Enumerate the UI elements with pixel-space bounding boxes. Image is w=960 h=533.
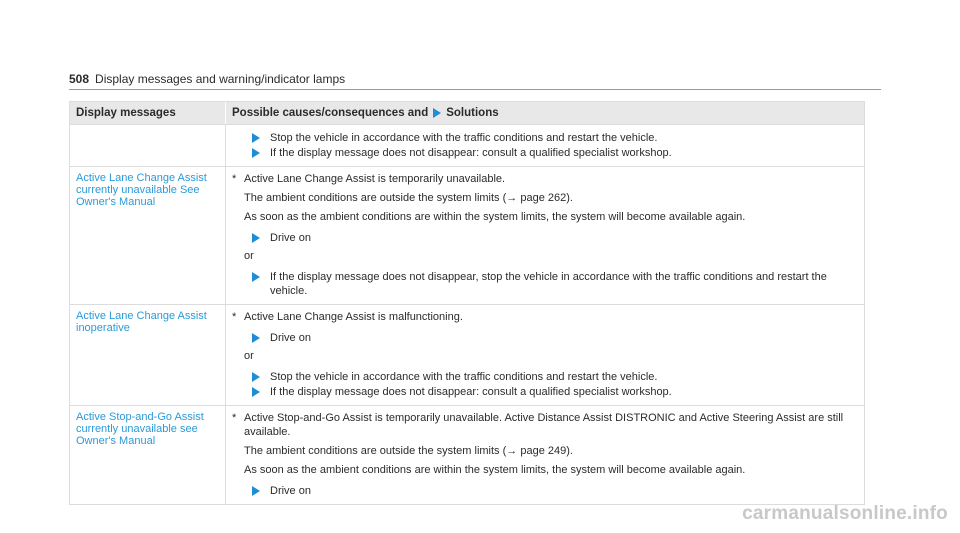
display-message-cell: Active Lane Change Assist currently unavailable See Owner's Manual — [76, 172, 207, 208]
column-header-causes-label: Possible causes/consequences and — [232, 107, 429, 119]
table-row — [69, 406, 865, 505]
action-step — [252, 131, 856, 145]
column-header-solutions-label: Solutions — [446, 107, 499, 119]
table-header — [69, 101, 865, 125]
action-arrow-icon — [252, 486, 260, 496]
action-step — [252, 484, 856, 498]
display-message-cell: Active Lane Change Assist inoperative — [76, 310, 207, 334]
action-text: Stop the vehicle in accordance with the traffic conditions and restart the vehicle. — [270, 371, 658, 383]
action-step — [252, 146, 856, 160]
action-arrow-icon — [433, 108, 441, 118]
cause-text: Active Stop-and-Go Assist is temporarily unavailable. Active Distance Assist DISTRONIC and Active Steering Assist are still available. — [244, 412, 844, 438]
page-number: 508 — [69, 72, 90, 86]
action-arrow-icon — [252, 333, 260, 343]
action-step — [252, 385, 856, 399]
action-text: Drive on — [270, 232, 311, 244]
cause-text: Active Lane Change Assist is temporarily unavailable. — [244, 173, 506, 185]
action-text: Drive on — [270, 332, 311, 344]
causes-cell — [225, 125, 864, 166]
causes-cell — [225, 406, 864, 504]
causes-cell — [225, 305, 864, 405]
column-header-display-messages: Display messages — [76, 107, 176, 119]
display-message-cell: Active Stop-and-Go Assist currently unavailable see Owner's Manual — [76, 411, 204, 447]
cause-line — [232, 411, 856, 439]
cause-bullet: * — [232, 311, 237, 323]
column-header-causes — [225, 102, 864, 124]
causes-cell — [225, 167, 864, 304]
action-arrow-icon — [252, 387, 260, 397]
paragraph: The ambient conditions are outside the system limits (→ page 262). — [244, 192, 573, 204]
action-text: If the display message does not disappear: consult a qualified specialist workshop. — [270, 147, 672, 159]
page-header — [69, 71, 881, 90]
or-label: or — [244, 250, 254, 262]
action-step — [252, 231, 856, 245]
display-message-cell — [70, 125, 225, 166]
page-title: Display messages and warning/indicator lamps — [95, 72, 346, 86]
action-arrow-icon — [252, 272, 260, 282]
action-text: If the display message does not disappear: consult a qualified specialist workshop. — [270, 386, 672, 398]
table-row — [69, 305, 865, 406]
table-row — [69, 167, 865, 305]
action-text: If the display message does not disappear, stop the vehicle in accordance with the traffic conditions and restart the vehicle. — [270, 271, 827, 297]
action-text: Stop the vehicle in accordance with the traffic conditions and restart the vehicle. — [270, 132, 658, 144]
cause-bullet: * — [232, 412, 237, 424]
paragraph: As soon as the ambient conditions are within the system limits, the system will become available again. — [244, 464, 746, 476]
action-arrow-icon — [252, 372, 260, 382]
action-arrow-icon — [252, 133, 260, 143]
action-text: Drive on — [270, 485, 311, 497]
or-label: or — [244, 350, 254, 362]
paragraph: The ambient conditions are outside the system limits (→ page 249). — [244, 445, 573, 457]
action-arrow-icon — [252, 148, 260, 158]
action-step — [252, 331, 856, 345]
paragraph: As soon as the ambient conditions are within the system limits, the system will become available again. — [244, 211, 746, 223]
action-arrow-icon — [252, 233, 260, 243]
action-step — [252, 370, 856, 384]
display-messages-table — [69, 101, 865, 505]
table-row — [69, 125, 865, 167]
cause-bullet: * — [232, 173, 237, 185]
cause-line — [232, 172, 856, 186]
watermark: carmanualsonline.info — [742, 503, 948, 524]
cause-line — [232, 310, 856, 324]
cause-text: Active Lane Change Assist is malfunctioning. — [244, 311, 463, 323]
action-step — [252, 270, 856, 298]
